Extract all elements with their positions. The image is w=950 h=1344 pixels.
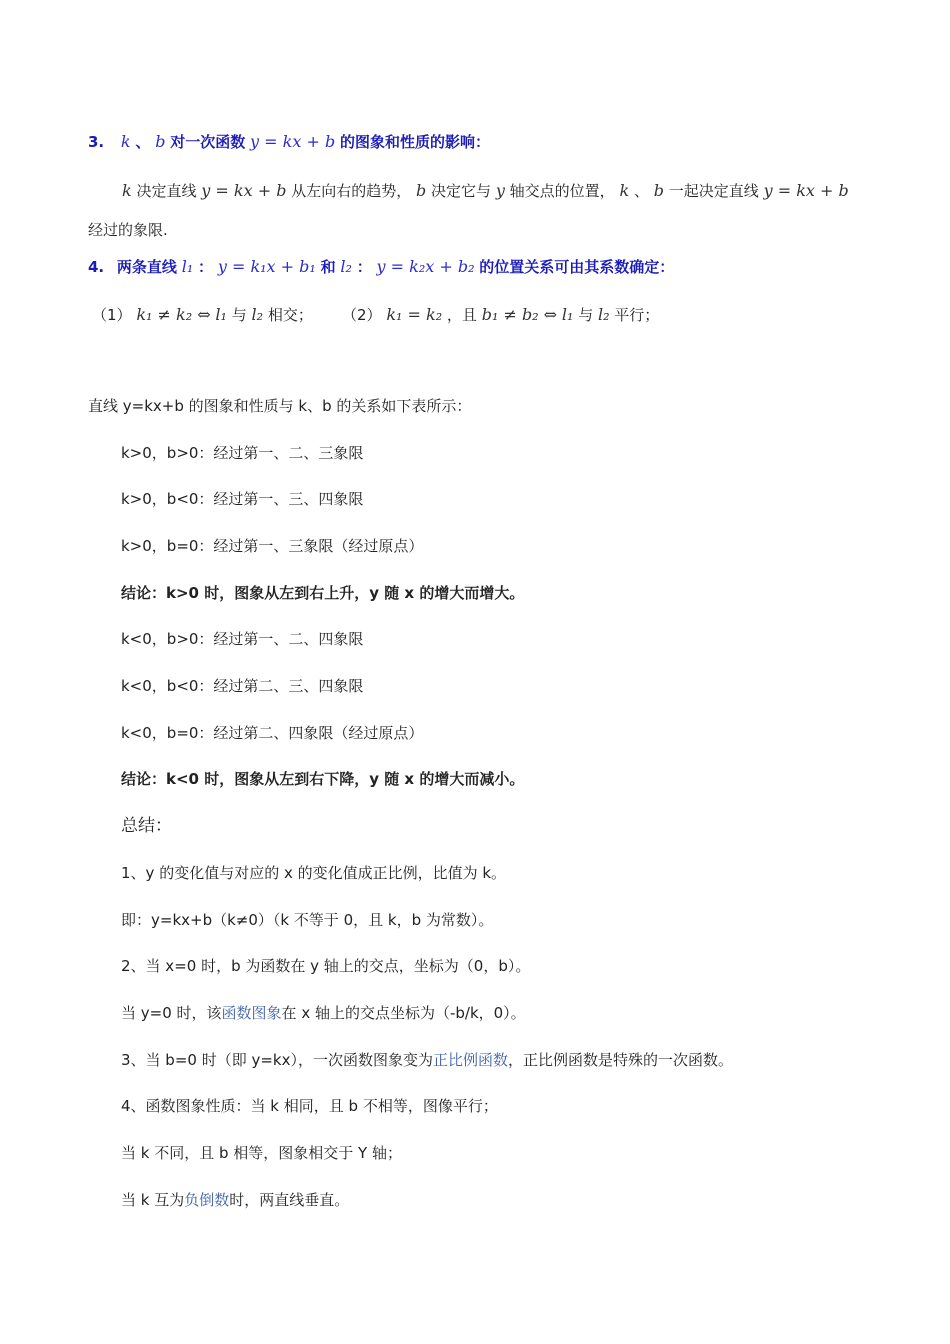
- intro-paragraph: 直线 y=kx+b 的图象和性质与 k、b 的关系如下表所示：: [88, 397, 472, 415]
- link-negative-reciprocal[interactable]: 负倒数: [184, 1191, 230, 1209]
- case-number: （1）: [92, 306, 132, 324]
- var-l1: l₁: [181, 257, 194, 276]
- text: 在 x 轴上的交点坐标为（-b/k，0）。: [281, 1004, 526, 1022]
- var-k: k: [619, 181, 630, 200]
- var-l1: l₁: [561, 305, 574, 324]
- result: 平行；: [614, 306, 660, 324]
- heading-text-tail: 的图象和性质的影响：: [339, 133, 490, 151]
- rule-3: k>0，b=0：经过第一、三象限（经过原点）: [121, 537, 424, 555]
- var-b: b: [155, 132, 166, 151]
- summary-3: 2、当 x=0 时，b 为函数在 y 轴上的交点，坐标为（0，b）。: [121, 957, 531, 975]
- text: 当 k 互为: [121, 1191, 185, 1209]
- var-l2: l₂: [340, 257, 352, 276]
- text: ，且: [446, 306, 477, 324]
- var-y: y: [495, 181, 505, 200]
- var-l1: l₁: [215, 305, 227, 324]
- heading-number: 3.: [88, 133, 105, 151]
- conclusion-1: 结论：k>0 时，图象从左到右上升，y 随 x 的增大而增大。: [121, 584, 525, 602]
- section-3-paragraph-line1: [122, 181, 849, 201]
- text: 从左向右的趋势，: [291, 182, 412, 200]
- colon: ：: [198, 258, 214, 276]
- section-4-case-2: [342, 305, 659, 325]
- summary-5: [121, 1050, 733, 1070]
- summary-4: [121, 1003, 526, 1023]
- condition: k₁ ≠ k₂ ⇔: [136, 305, 211, 324]
- text: 当 y=0 时，该: [121, 1004, 222, 1022]
- text: 一起决定直线: [668, 182, 759, 200]
- rule-6: k<0，b=0：经过第二、四象限（经过原点）: [121, 724, 424, 742]
- formula-line-1: y = k₁x + b₁: [217, 257, 316, 276]
- summary-heading: 总结：: [121, 816, 172, 836]
- var-k: k: [120, 132, 131, 151]
- text: 轴交点的位置，: [509, 182, 615, 200]
- summary-8: [121, 1190, 349, 1210]
- section-3-paragraph-line2: 经过的象限.: [88, 221, 168, 239]
- formula-linear: y = kx + b: [250, 132, 336, 151]
- link-direct-proportion[interactable]: 正比例函数: [433, 1051, 509, 1069]
- heading-number: 4.: [88, 258, 105, 276]
- summary-6: 4、函数图象性质：当 k 相同，且 b 不相等，图像平行；: [121, 1097, 498, 1115]
- heading-text-tail: 的位置关系可由其系数确定：: [479, 258, 675, 276]
- text: 与: [231, 306, 247, 324]
- case-number: （2）: [342, 306, 382, 324]
- conclusion-2: 结论：k<0 时，图象从左到右下降，y 随 x 的增大而减小。: [121, 770, 525, 788]
- separator: 、: [135, 133, 151, 151]
- text: 、: [633, 182, 649, 200]
- colon: ：: [356, 258, 372, 276]
- formula-linear: y = kx + b: [201, 181, 287, 200]
- section-3-heading: [88, 132, 490, 152]
- text: 时，两直线垂直。: [229, 1191, 350, 1209]
- text: 3、当 b=0 时（即 y=kx），一次函数图象变为: [121, 1051, 433, 1069]
- rule-1: k>0，b>0：经过第一、二、三象限: [121, 444, 364, 462]
- var-k: k: [122, 181, 132, 200]
- result: 相交；: [267, 306, 313, 324]
- condition: b₁ ≠ b₂ ⇔: [481, 305, 558, 324]
- section-4-case-1: [92, 305, 313, 325]
- heading-text: 两条直线: [116, 258, 177, 276]
- condition: k₁ = k₂: [386, 305, 443, 324]
- text: 决定它与: [431, 182, 492, 200]
- var-l2: l₂: [597, 305, 610, 324]
- heading-text: 对一次函数: [170, 133, 246, 151]
- var-b: b: [653, 181, 664, 200]
- var-b: b: [416, 181, 427, 200]
- rule-4: k<0，b>0：经过第一、二、四象限: [121, 630, 364, 648]
- text: 与: [578, 306, 594, 324]
- formula-line-2: y = k₂x + b₂: [376, 257, 475, 276]
- summary-2: 即：y=kx+b（k≠0）（k 不等于 0，且 k，b 为常数）。: [121, 911, 494, 929]
- text: ，正比例函数是特殊的一次函数。: [508, 1051, 734, 1069]
- rule-5: k<0，b<0：经过第二、三、四象限: [121, 677, 364, 695]
- rule-2: k>0，b<0：经过第一、三、四象限: [121, 490, 364, 508]
- and-text: 和: [320, 258, 336, 276]
- text: 决定直线: [136, 182, 197, 200]
- formula-linear: y = kx + b: [763, 181, 849, 200]
- summary-7: 当 k 不同，且 b 相等，图象相交于 Y 轴；: [121, 1144, 402, 1162]
- section-4-heading: [88, 257, 674, 277]
- var-l2: l₂: [251, 305, 264, 324]
- summary-1: 1、y 的变化值与对应的 x 的变化值成正比例，比值为 k。: [121, 864, 507, 882]
- link-function-graph[interactable]: 函数图象: [221, 1004, 282, 1022]
